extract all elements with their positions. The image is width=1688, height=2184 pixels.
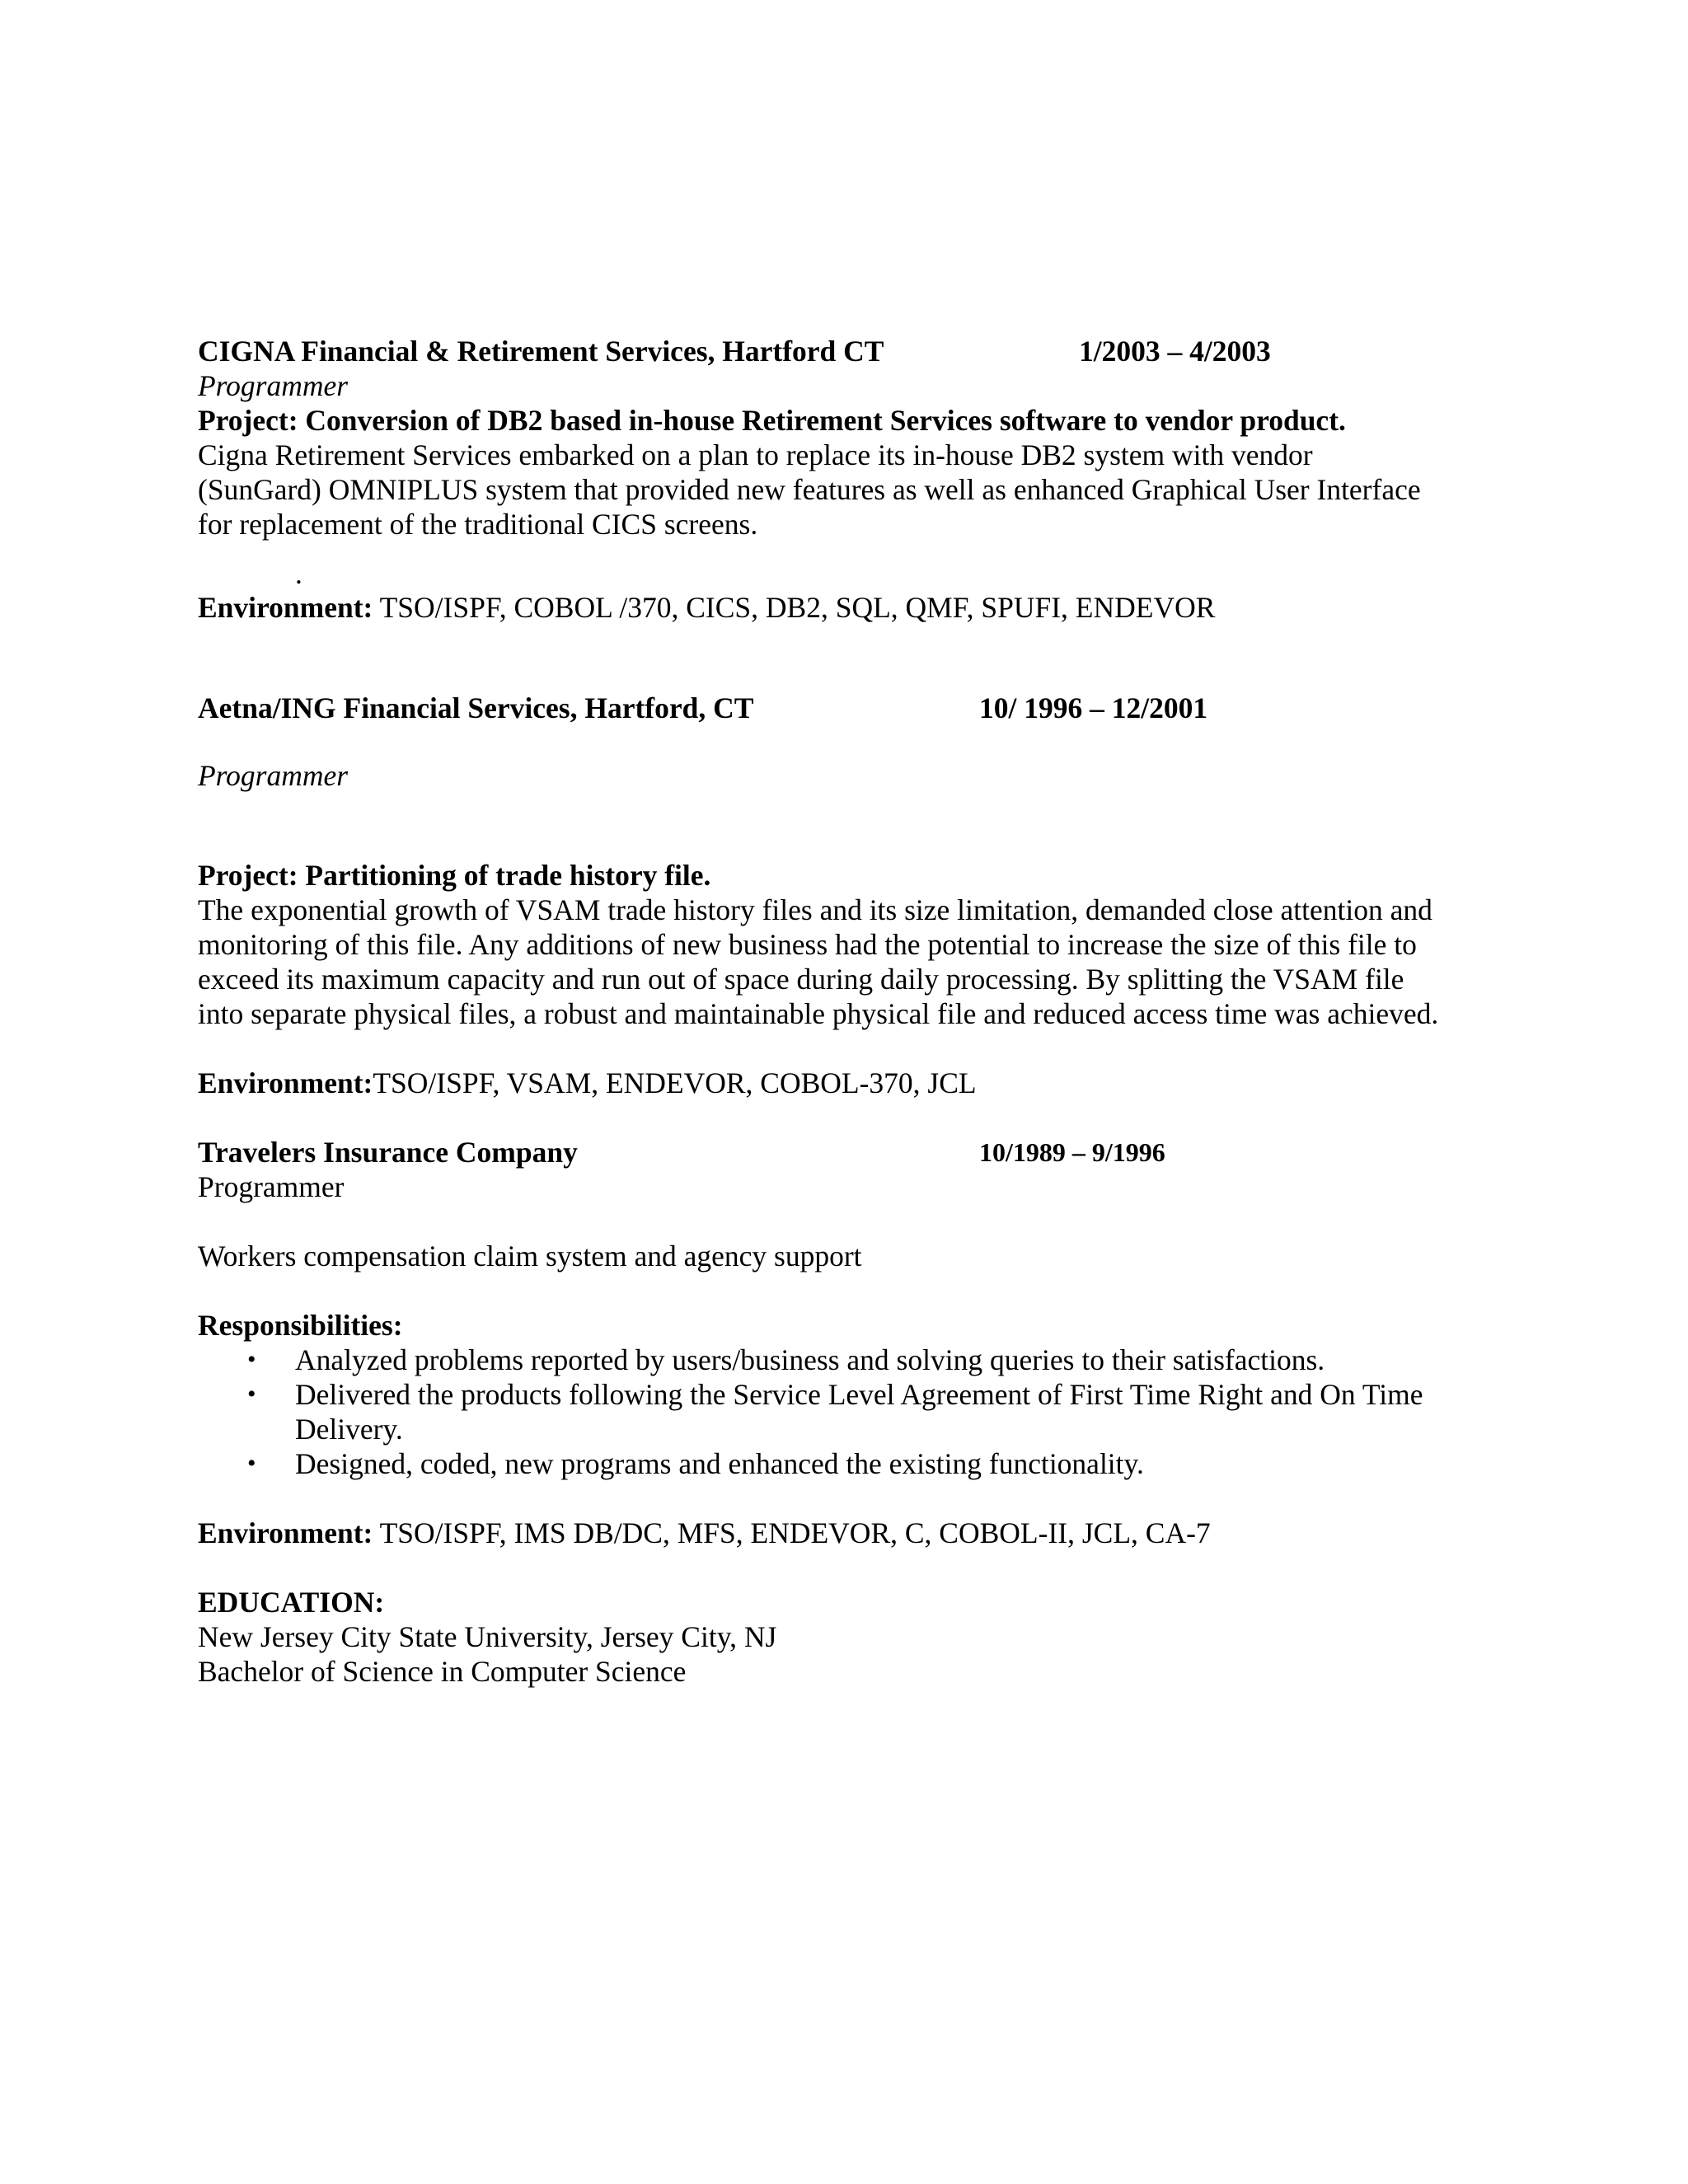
- environment-value: TSO/ISPF, COBOL /370, CICS, DB2, SQL, QMF, SPUFI, ENDEVOR: [373, 591, 1216, 624]
- environment-value: TSO/ISPF, VSAM, ENDEVOR, COBOL-370, JCL: [373, 1066, 977, 1099]
- description-line: The exponential growth of VSAM trade history files and its size limitation, demanded close attention and: [198, 893, 1432, 926]
- stray-mark: .: [295, 557, 302, 590]
- job-company: CIGNA Financial & Retirement Services, Hartford CT: [198, 335, 884, 368]
- environment-label: Environment:: [198, 591, 373, 624]
- description-line: for replacement of the traditional CICS screens.: [198, 508, 758, 541]
- environment-line: [198, 1516, 1211, 1550]
- responsibility-item: Analyzed problems reported by users/business and solving queries to their satisfactions.: [295, 1343, 1325, 1376]
- bullet-marker: •: [247, 1380, 256, 1408]
- job-dates: 1/2003 – 4/2003: [1079, 335, 1271, 368]
- education-heading: EDUCATION:: [198, 1586, 385, 1619]
- project-heading: Project: Conversion of DB2 based in-house Retirement Services software to vendor product.: [198, 404, 1346, 437]
- environment-label: Environment:: [198, 1066, 373, 1099]
- description-line: exceed its maximum capacity and run out of space during daily processing. By splitting the VSAM file: [198, 963, 1404, 996]
- responsibility-item-continued: Delivery.: [295, 1413, 403, 1446]
- environment-line: [198, 590, 1215, 625]
- education-school: New Jersey City State University, Jersey City, NJ: [198, 1620, 777, 1653]
- bullet-marker: •: [247, 1450, 256, 1477]
- education-degree: Bachelor of Science in Computer Science: [198, 1655, 687, 1688]
- job-company: Travelers Insurance Company: [198, 1136, 578, 1169]
- job-title: Programmer: [198, 759, 349, 792]
- project-heading: Project: Partitioning of trade history file.: [198, 859, 711, 892]
- job-summary: Workers compensation claim system and agency support: [198, 1240, 862, 1272]
- environment-line: [198, 1066, 977, 1100]
- description-line: (SunGard) OMNIPLUS system that provided new features as well as enhanced Graphical User Interface: [198, 473, 1421, 506]
- responsibility-item: Delivered the products following the Service Level Agreement of First Time Right and On Time: [295, 1378, 1423, 1411]
- job-company: Aetna/ING Financial Services, Hartford, CT: [198, 691, 754, 724]
- responsibilities-label: Responsibilities:: [198, 1309, 403, 1342]
- description-line: Cigna Retirement Services embarked on a plan to replace its in-house DB2 system with vendor: [198, 438, 1313, 471]
- bullet-marker: •: [247, 1346, 256, 1373]
- job-dates: 10/1989 – 9/1996: [979, 1137, 1165, 1167]
- job-title: Programmer: [198, 369, 349, 402]
- description-line: monitoring of this file. Any additions of new business had the potential to increase the size of this file to: [198, 928, 1417, 961]
- responsibility-item: Designed, coded, new programs and enhanced the existing functionality.: [295, 1447, 1144, 1480]
- description-line: into separate physical files, a robust and maintainable physical file and reduced access time was achieved.: [198, 997, 1439, 1030]
- job-title: Programmer: [198, 1170, 345, 1203]
- job-dates: 10/ 1996 – 12/2001: [979, 691, 1208, 724]
- environment-value: TSO/ISPF, IMS DB/DC, MFS, ENDEVOR, C, COBOL-II, JCL, CA-7: [373, 1516, 1211, 1549]
- environment-label: Environment:: [198, 1516, 373, 1549]
